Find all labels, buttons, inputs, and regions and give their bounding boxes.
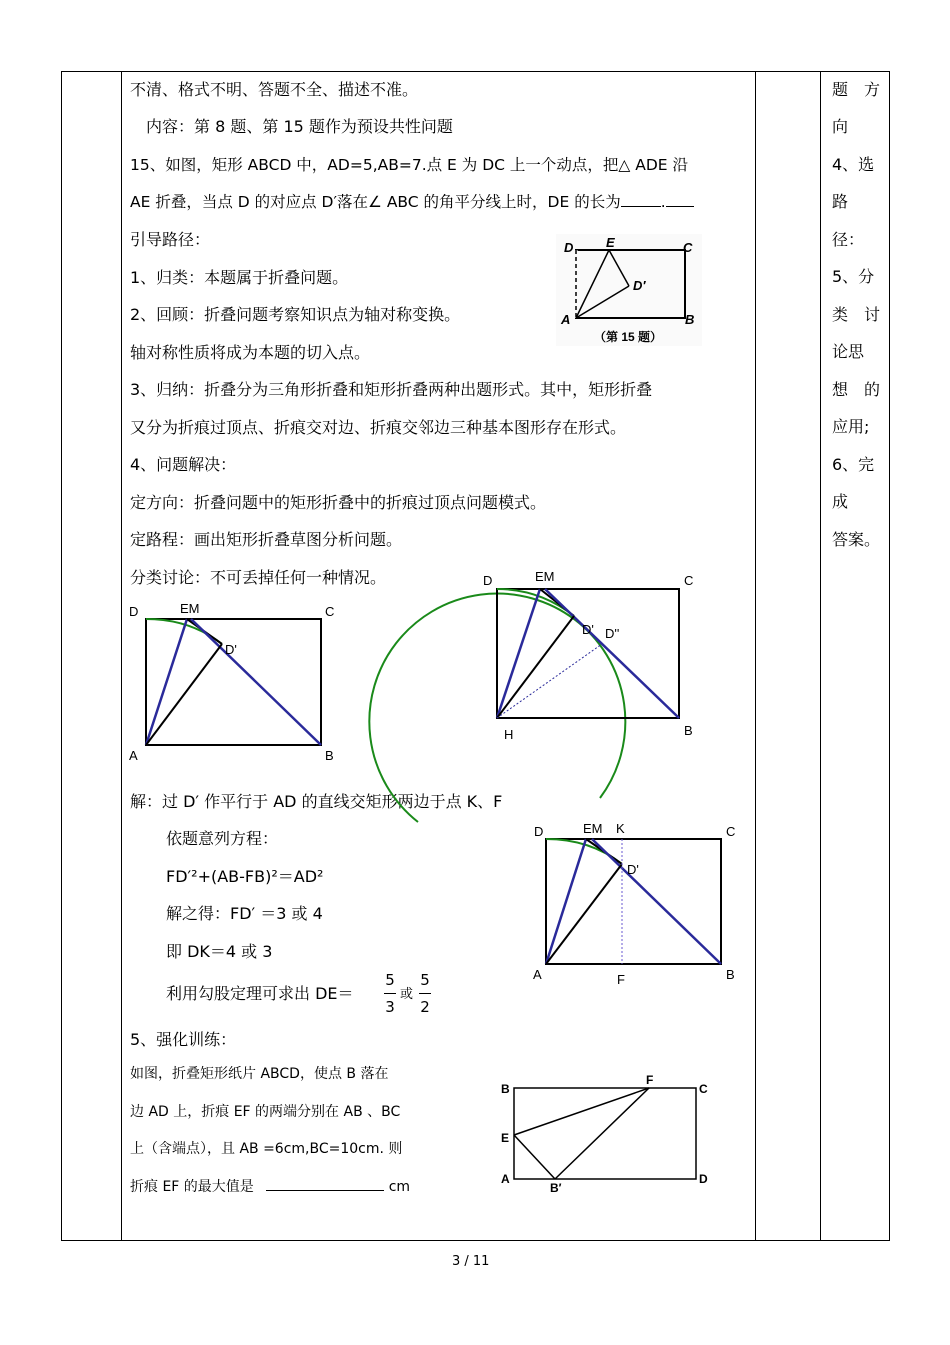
table-border-bottom	[61, 1240, 890, 1241]
page-number: 3 / 11	[452, 1254, 490, 1269]
figure-15	[556, 234, 702, 346]
pythagoras-line: 利用勾股定理可求出 DE＝	[166, 984, 354, 1003]
problem-15-text: AE 折叠，当点 D 的对应点 D′落在∠ ABC 的角平分线上时，DE 的长为	[130, 193, 621, 211]
or-word: 或	[400, 987, 414, 1002]
guide-step-2: 2、回顾：折叠问题考察知识点为轴对称变换。	[130, 305, 461, 324]
fig1-label-A: A	[129, 748, 138, 763]
side-line: 论思	[832, 342, 865, 361]
side-line: 径：	[832, 230, 865, 249]
side-line: 答案。	[832, 530, 881, 549]
table-border-right	[889, 71, 890, 1241]
text-line-2: 内容：第 8 题、第 15 题作为预设共性问题	[146, 117, 453, 136]
text-line-1: 不清、格式不明、答题不全、描述不准。	[130, 80, 419, 99]
fig2-label-C: C	[684, 573, 694, 588]
fraction-1-denominator: 3	[385, 998, 395, 1016]
fig15-label-C: C	[683, 240, 693, 255]
guide-step-3-cont: 又分为折痕过顶点、折痕交对边、折痕交邻边三种基本图形存在形式。	[130, 418, 627, 437]
case-discussion: 分类讨论：不可丢掉任何一种情况。	[130, 568, 387, 587]
fig2-label-Dpp: D''	[605, 626, 620, 641]
solve-result: 解之得：FD′ ＝3 或 4	[166, 904, 323, 923]
practice-line-2: 边 AD 上，折痕 EF 的两端分别在 AB 、BC	[130, 1104, 401, 1120]
practice-line-3: 上（含端点），且 AB =6cm,BC=10cm. 则	[130, 1141, 403, 1157]
fig15-label-B: B	[685, 312, 695, 327]
table-col-divider-2	[755, 71, 756, 1241]
fig4-label-E: E	[501, 1131, 510, 1145]
side-line: 想 的	[832, 380, 881, 399]
fig3-label-Dprime: D'	[627, 862, 639, 877]
side-line: 路	[832, 192, 849, 211]
problem-15-line-2	[130, 192, 694, 212]
fig2-label-Dprime: D'	[582, 622, 594, 637]
fraction-2-bar	[419, 993, 431, 994]
fig1-label-EM: EM	[180, 601, 200, 616]
practice-unit: cm	[388, 1179, 411, 1195]
fig1-label-Dprime: D'	[225, 642, 237, 657]
practice-line-4	[130, 1178, 410, 1196]
answer-blank-dot: .	[660, 193, 666, 211]
fraction-1-bar	[384, 993, 396, 994]
fig15-label-A: A	[561, 312, 571, 327]
fig3-label-F: F	[617, 972, 625, 987]
fig1-label-B: B	[325, 748, 334, 763]
fig15-label-D: D	[564, 240, 574, 255]
side-line: 成	[832, 492, 849, 511]
set-direction: 定方向：折叠问题中的矩形折叠中的折痕过顶点问题模式。	[130, 493, 547, 512]
solution-line: 解：过 D′ 作平行于 AD 的直线交矩形两边于点 K、F	[130, 792, 503, 811]
guide-heading: 引导路径：	[130, 230, 211, 249]
table-border-left	[61, 71, 62, 1241]
fig15-label-E: E	[606, 235, 615, 250]
fig3-label-K: K	[616, 821, 625, 836]
practice-question: 折痕 EF 的最大值是	[130, 1179, 254, 1195]
fig4-label-C: C	[699, 1082, 708, 1096]
practice-line-1: 如图，折叠矩形纸片 ABCD，使点 B 落在	[130, 1066, 389, 1082]
fig3-label-A: A	[533, 967, 542, 982]
fig2-label-B: B	[684, 723, 693, 738]
answer-blank-tail	[666, 206, 694, 207]
problem-15-line-1: 15、如图，矩形 ABCD 中，AD=5,AB=7.点 E 为 DC 上一个动点，把△ ADE 沿	[130, 156, 688, 174]
guide-step-1: 1、归类：本题属于折叠问题。	[130, 268, 349, 287]
side-line: 应用;	[832, 417, 870, 436]
side-line: 向	[832, 117, 849, 136]
guide-step-3: 3、归纳：折叠分为三角形折叠和矩形折叠两种出题形式。其中，矩形折叠	[130, 380, 653, 399]
fig4-label-A: A	[501, 1172, 510, 1186]
side-line: 类 讨	[832, 305, 881, 324]
equation: FD′²+(AB-FB)²＝AD²	[166, 867, 324, 886]
fig3-label-D: D	[534, 824, 544, 839]
set-route: 定路程：画出矩形折叠草图分析问题。	[130, 530, 403, 549]
fig3-label-EM: EM	[583, 821, 603, 836]
fold-figure-1	[130, 602, 330, 752]
fig15-label-Dprime: D′	[633, 278, 646, 293]
practice-blank	[266, 1190, 384, 1191]
fig3-label-B: B	[726, 967, 735, 982]
answer-blank	[621, 206, 661, 207]
side-line: 题 方	[832, 80, 881, 99]
fig4-label-D: D	[699, 1172, 708, 1186]
guide-step-4: 4、问题解决：	[130, 455, 237, 474]
fraction-2-numerator: 5	[420, 971, 430, 989]
fold-figure-2	[360, 580, 680, 830]
fig1-label-D: D	[129, 604, 139, 619]
dk-result: 即 DK＝4 或 3	[166, 942, 273, 961]
side-line: 6、完	[832, 455, 875, 474]
fraction-2-denominator: 2	[420, 998, 430, 1016]
fig4-label-F: F	[646, 1073, 654, 1087]
practice-heading: 5、强化训练：	[130, 1030, 237, 1049]
fig3-label-C: C	[726, 824, 736, 839]
table-col-divider-3	[820, 71, 821, 1241]
fig15-caption: （第 15 题）	[594, 330, 663, 344]
table-border-top	[61, 71, 890, 72]
equation-intro: 依题意列方程：	[166, 829, 279, 848]
guide-step-2-note: 轴对称性质将成为本题的切入点。	[130, 343, 371, 362]
fraction-1-numerator: 5	[385, 971, 395, 989]
table-col-divider-1	[121, 71, 122, 1241]
fig4-label-B: B	[501, 1082, 510, 1096]
side-line: 5、分	[832, 267, 875, 286]
fig2-label-D: D	[483, 573, 493, 588]
fold-figure-3	[540, 832, 730, 972]
fig4-label-Bprime: B′	[550, 1181, 562, 1195]
fig2-label-H: H	[504, 727, 514, 742]
side-line: 4、选	[832, 155, 875, 174]
fig1-label-C: C	[325, 604, 335, 619]
fig2-label-EM: EM	[535, 569, 555, 584]
practice-figure	[505, 1078, 705, 1188]
